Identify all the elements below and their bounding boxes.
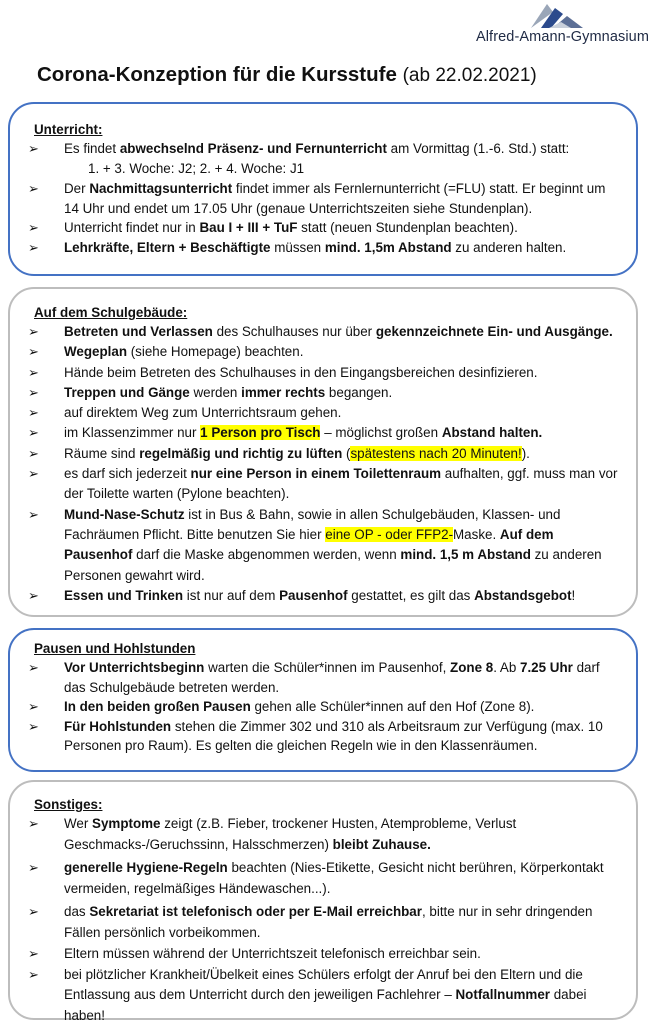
- list-item: [26, 658, 622, 697]
- arrow-bullet-icon: ➢: [28, 860, 39, 875]
- arrow-bullet-icon: ➢: [28, 181, 39, 196]
- text: ist in Bus & Bahn, sowie in allen Schulgebäuden, Klassen- und Fachräumen Pflicht. Bitte benutzen Sie hier: [64, 506, 561, 542]
- text: das: [64, 904, 90, 919]
- bold-text: Abstand halten.: [441, 425, 543, 441]
- arrow-bullet-icon: ➢: [28, 945, 39, 961]
- bold-text: Nachmittagsunterricht: [89, 181, 233, 196]
- arrow-bullet-icon: ➢: [28, 364, 39, 380]
- bold-text: Essen und Trinken: [64, 587, 184, 603]
- list-item: [26, 322, 622, 342]
- text: beachten (Nies-Etikette, Gesicht nicht berühren, Körperkontakt vermeiden, regelmäßiges Händewaschen...).: [64, 860, 604, 896]
- list-item: [26, 858, 622, 899]
- text: im Klassenzimmer nur: [64, 425, 201, 441]
- text: ist nur auf dem: [183, 587, 280, 603]
- text: Maske.: [453, 526, 500, 542]
- bullet-list: [26, 179, 622, 257]
- arrow-bullet-icon: ➢: [28, 239, 39, 255]
- list-item: [26, 586, 622, 606]
- bold-text: Betreten und Verlassen: [64, 324, 213, 339]
- text: ).: [521, 445, 530, 461]
- school-logo: [449, 2, 649, 50]
- text: , bitte nur in sehr dringenden Fällen persönlich vorbeikommen.: [64, 904, 593, 940]
- text: müssen: [270, 239, 325, 255]
- list-item: [26, 238, 622, 258]
- list-item: [26, 944, 622, 965]
- text: es darf sich jederzeit: [64, 466, 191, 482]
- bullet-list: [26, 322, 622, 606]
- text: Räume sind: [64, 445, 140, 461]
- bold-text: Sekretariat ist telefonisch oder per E-Mail erreichbar: [89, 904, 422, 919]
- text: dabei haben!: [64, 987, 587, 1023]
- text: gehen alle Schüler*innen auf den Hof (Zone 8).: [250, 699, 535, 714]
- title-main: Corona-Konzeption für die Kursstufe: [37, 63, 397, 86]
- text: Hände beim Betreten des Schulhauses in den Eingangsbereichen desinfizieren.: [64, 364, 538, 380]
- list-item: [26, 717, 622, 756]
- arrow-bullet-icon: ➢: [28, 660, 39, 675]
- bold-text: Lehrkräfte, Eltern + Beschäftigte: [64, 239, 271, 255]
- bold-text: Symptome: [92, 816, 161, 831]
- bold-text: In den beiden großen Pausen: [64, 699, 251, 714]
- list-item: [26, 179, 622, 218]
- arrow-bullet-icon: ➢: [28, 699, 39, 714]
- section-schulgebaeude: [8, 287, 638, 617]
- highlighted-text: eine OP - oder FFP2-: [325, 526, 454, 542]
- bold-text: regelmäßig und richtig zu lüften: [139, 445, 343, 461]
- section-pausen: [8, 628, 638, 772]
- bold-text: Mund-Nase-Schutz: [64, 506, 185, 522]
- text: des Schulhauses nur über: [212, 324, 376, 339]
- title-date: (ab 22.02.2021): [402, 65, 537, 86]
- week-schedule: 1. + 3. Woche: J2; 2. + 4. Woche: J1: [88, 160, 305, 176]
- text: Es findet: [64, 141, 120, 156]
- section-heading: Unterricht:: [34, 122, 103, 137]
- bold-text: Für Hohlstunden: [64, 718, 172, 734]
- arrow-bullet-icon: ➢: [28, 405, 39, 421]
- arrow-bullet-icon: ➢: [28, 587, 39, 603]
- text: Eltern müssen während der Unterrichtszeit telefonisch erreichbar sein.: [64, 945, 481, 961]
- text: statt (neuen Stundenplan beachten).: [297, 220, 518, 235]
- text: werden: [189, 384, 242, 400]
- list-item: [26, 139, 622, 159]
- highlighted-text: 1 Person pro Tisch: [200, 425, 321, 441]
- bold-text: generelle Hygiene-Regeln: [64, 860, 228, 875]
- bold-text: bleibt Zuhause.: [332, 836, 431, 852]
- list-item: [26, 363, 622, 383]
- bullet-list: [26, 139, 622, 159]
- bold-text: Zone 8: [450, 660, 494, 675]
- arrow-bullet-icon: ➢: [28, 384, 39, 400]
- text: Wer: [64, 816, 93, 831]
- bold-text: 7.25 Uhr: [520, 660, 573, 675]
- bold-text: Pausenhof: [279, 587, 348, 603]
- bullet-list: [26, 814, 622, 1024]
- text: – möglichst großen: [320, 425, 442, 441]
- arrow-bullet-icon: ➢: [28, 220, 39, 235]
- text: (siehe Homepage) beachten.: [127, 344, 304, 360]
- list-item: [26, 464, 622, 505]
- arrow-bullet-icon: ➢: [28, 141, 39, 156]
- bold-text: mind. 1,5m Abstand: [324, 239, 452, 255]
- text: (: [342, 445, 351, 461]
- text: aufhalten, ggf. muss man vor der Toilette warten (Pylone beachten).: [64, 466, 618, 502]
- list-item: [26, 444, 622, 464]
- list-item: [26, 505, 622, 586]
- arrow-bullet-icon: ➢: [28, 466, 39, 482]
- bold-text: Vor Unterrichtsbeginn: [64, 660, 205, 675]
- text: findet immer als Fernlernunterricht (=FLU) statt. Er beginnt um 14 Uhr und endet um 17.05 Uhr (genaue Unterrichtszeiten siehe Stundenplan).: [64, 181, 606, 216]
- bold-text: gekennzeichnete Ein- und Ausgänge.: [375, 324, 613, 339]
- bold-text: Notfallnummer: [455, 987, 551, 1002]
- arrow-bullet-icon: ➢: [28, 506, 39, 522]
- arrow-bullet-icon: ➢: [28, 966, 39, 982]
- bold-text: abwechselnd Präsenz- und Fernunterricht: [119, 141, 387, 156]
- list-item: [26, 697, 622, 717]
- text: begangen.: [325, 384, 393, 400]
- logo-emblem-icon: [527, 2, 587, 32]
- text: warten die Schüler*innen im Pausenhof,: [204, 660, 451, 675]
- arrow-bullet-icon: ➢: [28, 718, 39, 734]
- highlighted-text: spätestens nach 20 Minuten!: [350, 445, 522, 461]
- bold-text: Auf dem Pausenhof: [64, 526, 554, 563]
- bold-text: immer rechts: [241, 384, 326, 400]
- list-item: [26, 383, 622, 403]
- section-heading: Sonstiges:: [34, 797, 103, 812]
- arrow-bullet-icon: ➢: [28, 904, 39, 919]
- school-name: Alfred-Amann-Gymnasium: [475, 29, 649, 45]
- bold-text: Abstandsgebot: [474, 587, 572, 603]
- list-item: [26, 814, 622, 855]
- text: am Vormittag (1.-6. Std.) statt:: [386, 141, 570, 156]
- bold-text: mind. 1,5 m Abstand: [400, 547, 531, 563]
- text: Der: [64, 181, 90, 196]
- list-item: [26, 423, 622, 443]
- list-item: [26, 403, 622, 423]
- bullet-list: [26, 658, 622, 756]
- arrow-bullet-icon: ➢: [28, 425, 39, 441]
- text: . Ab: [493, 660, 520, 675]
- section-heading: Pausen und Hohlstunden: [34, 641, 196, 656]
- bold-text: nur eine Person in einem Toilettenraum: [190, 466, 442, 482]
- bold-text: Bau I + III + TuF: [199, 220, 298, 235]
- bold-text: Treppen und Gänge: [64, 384, 190, 400]
- arrow-bullet-icon: ➢: [28, 344, 39, 360]
- page-title: [37, 63, 537, 87]
- text: auf direktem Weg zum Unterrichtsraum gehen.: [64, 405, 342, 421]
- text: zu anderen Personen gewahrt wird.: [64, 547, 602, 583]
- arrow-bullet-icon: ➢: [28, 445, 39, 461]
- text: !: [571, 587, 576, 603]
- section-heading: Auf dem Schulgebäude:: [34, 305, 188, 320]
- section-unterricht: [8, 102, 638, 276]
- arrow-bullet-icon: ➢: [28, 816, 39, 831]
- text: gestattet, es gilt das: [347, 587, 475, 603]
- list-item: [26, 902, 622, 943]
- list-item: [26, 218, 622, 238]
- bold-text: Wegeplan: [64, 344, 127, 360]
- section-sonstiges: [8, 780, 638, 1023]
- list-item: [26, 342, 622, 362]
- text: zeigt (z.B. Fieber, trockener Husten, Atemprobleme, Verlust Geschmacks-/Geruchssinn, Halsschmerzen): [64, 816, 517, 852]
- text: stehen die Zimmer 302 und 310 als Arbeitsraum zur Verfügung (max. 10 Personen pro Raum). Es gelten die gleichen Regeln wie in den Klassenräumen.: [64, 718, 603, 753]
- list-item: [26, 965, 622, 1024]
- text: Unterricht findet nur in: [64, 220, 200, 235]
- text: zu anderen halten.: [451, 239, 567, 255]
- text: bei plötzlicher Krankheit/Übelkeit eines Schülers erfolgt der Anruf bei den Eltern und die Entlassung aus dem Unterricht durch den jeweiligen Fachlehrer –: [64, 966, 583, 1002]
- arrow-bullet-icon: ➢: [28, 324, 39, 339]
- text: darf die Maske abgenommen werden, wenn: [132, 547, 401, 563]
- text: darf das Schulgebäude betreten werden.: [64, 660, 600, 695]
